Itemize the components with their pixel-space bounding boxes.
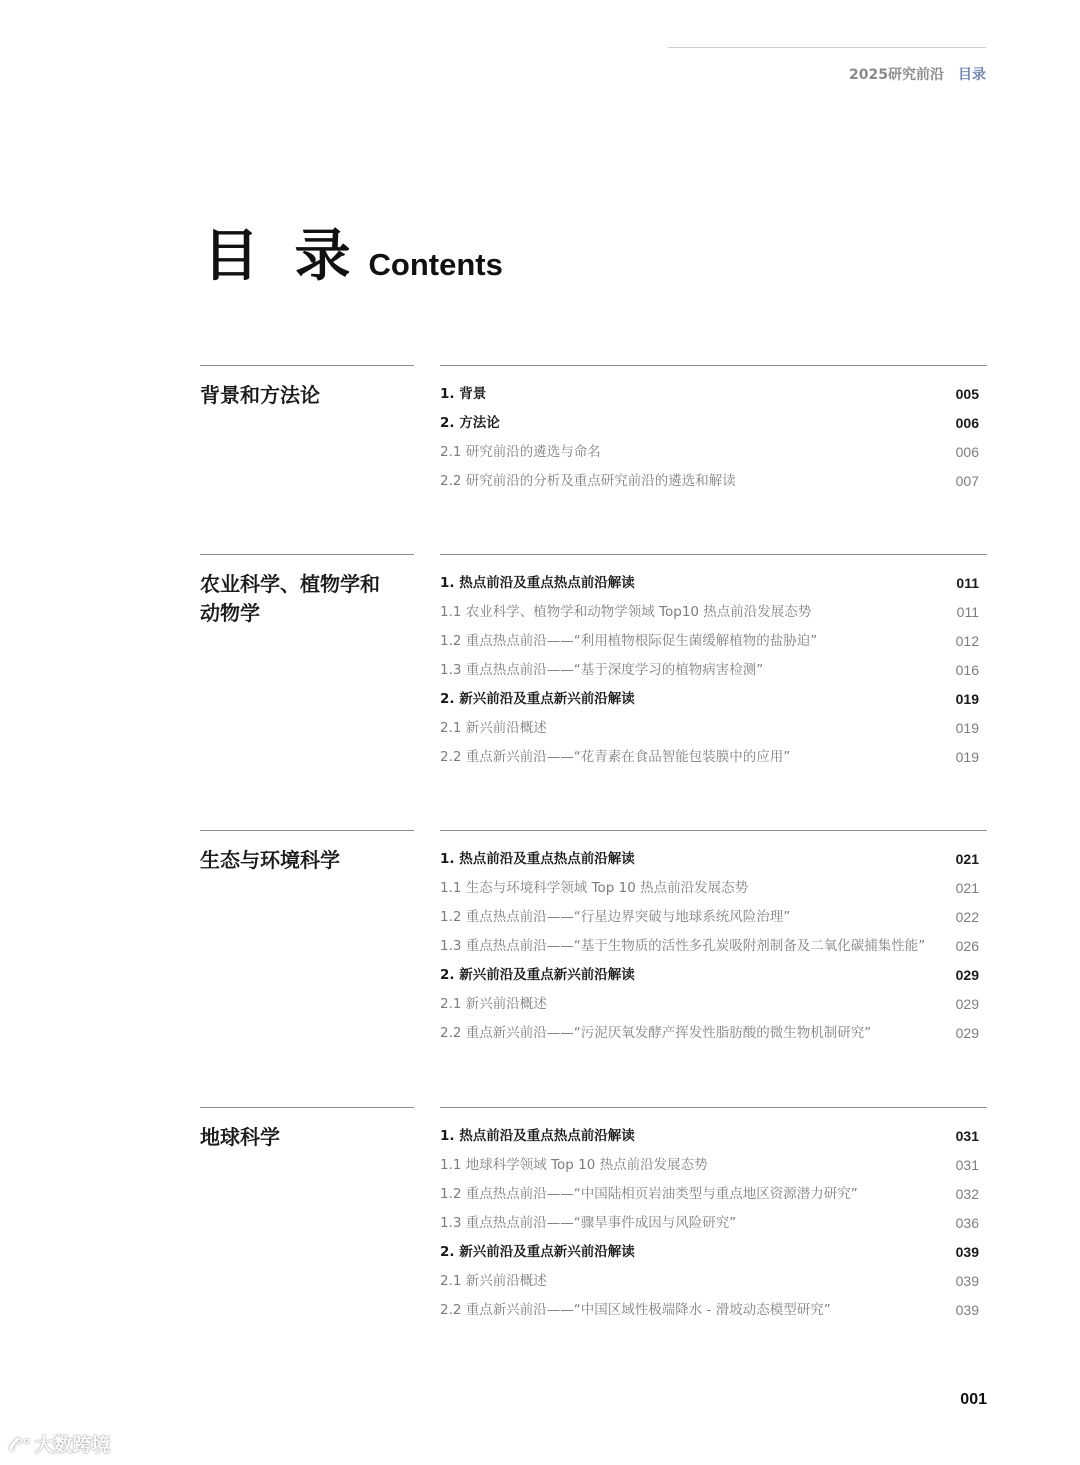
toc-entry-page: 039 (955, 1244, 979, 1260)
toc-entry[interactable] (440, 963, 979, 992)
toc-entry-page: 029 (955, 1025, 979, 1041)
toc-entry[interactable] (440, 1298, 979, 1327)
toc-entry[interactable] (440, 1124, 979, 1153)
toc-entry-title: 1.2 重点热点前沿——“行星边界突破与地球系统风险治理” (440, 909, 791, 925)
category-rule (200, 365, 414, 366)
watermark-logo-icon: 𝓁ᐤᐤ (9, 1434, 31, 1456)
list-rule (440, 1107, 987, 1108)
toc-entry-title: 1.2 重点热点前沿——“中国陆相页岩油类型与重点地区资源潜力研究” (440, 1186, 858, 1202)
toc-entry-title: 2. 新兴前沿及重点新兴前沿解读 (440, 967, 635, 983)
watermark-text: 大数跨境 (34, 1434, 111, 1456)
toc-entry-title: 2.2 研究前沿的分析及重点研究前沿的遴选和解读 (440, 473, 736, 489)
category-title: 生态与环境科学 (200, 848, 340, 872)
header-rule (668, 47, 986, 48)
toc-entry[interactable] (440, 905, 979, 934)
section-name: 目录 (958, 67, 986, 83)
toc-entry-title: 2.2 重点新兴前沿——“中国区域性极端降水 - 滑坡动态模型研究” (440, 1302, 831, 1318)
list-rule (440, 830, 987, 831)
watermark (9, 1430, 110, 1457)
toc-entry-page: 019 (955, 720, 979, 736)
toc-entry-title: 1. 热点前沿及重点热点前沿解读 (440, 851, 635, 867)
toc-entry-title: 1. 热点前沿及重点热点前沿解读 (440, 1128, 635, 1144)
page-title (203, 212, 503, 292)
toc-entry-page: 012 (955, 633, 979, 649)
toc-entry-title: 2. 方法论 (440, 415, 500, 431)
toc-entry-title: 1.3 重点热点前沿——“基于深度学习的植物病害检测” (440, 662, 764, 678)
toc-entry[interactable] (440, 992, 979, 1021)
title-chinese: 目 录 (203, 224, 359, 289)
toc-entry[interactable] (440, 1269, 979, 1298)
toc-entry-page: 036 (955, 1215, 979, 1231)
toc-entry-page: 021 (955, 880, 979, 896)
toc-entry-title: 2.1 新兴前沿概述 (440, 996, 547, 1012)
toc-entry-title: 1. 背景 (440, 386, 487, 402)
toc-entry[interactable] (440, 600, 979, 629)
toc-entry-title: 1.1 生态与环境科学领域 Top 10 热点前沿发展态势 (440, 880, 749, 896)
toc-entry[interactable] (440, 716, 979, 745)
list-rule (440, 365, 987, 366)
toc-entry-page: 039 (955, 1273, 979, 1289)
page-number: 001 (960, 1391, 987, 1408)
toc-entry-page: 007 (955, 473, 979, 489)
toc-entry-page: 021 (955, 851, 979, 867)
toc-entry-page: 011 (956, 575, 979, 591)
toc-entry-title: 1.1 地球科学领域 Top 10 热点前沿发展态势 (440, 1157, 708, 1173)
toc-entry-title: 2.2 重点新兴前沿——“污泥厌氧发酵产挥发性脂肪酸的微生物机制研究” (440, 1025, 872, 1041)
toc-entry-title: 1.2 重点热点前沿——“利用植物根际促生菌缓解植物的盐胁迫” (440, 633, 818, 649)
running-header (849, 64, 986, 84)
toc-entry[interactable] (440, 382, 979, 411)
toc-list (440, 1124, 979, 1327)
category-title: 地球科学 (200, 1125, 280, 1149)
toc-entry-page: 019 (955, 691, 979, 707)
toc-entry[interactable] (440, 687, 979, 716)
toc-entry[interactable] (440, 1021, 979, 1050)
category-rule (200, 830, 414, 831)
toc-entry[interactable] (440, 1211, 979, 1240)
toc-entry-page: 031 (955, 1157, 979, 1173)
toc-entry-title: 2. 新兴前沿及重点新兴前沿解读 (440, 1244, 635, 1260)
toc-entry-page: 006 (955, 415, 979, 431)
toc-entry[interactable] (440, 876, 979, 905)
toc-list (440, 571, 979, 774)
toc-entry[interactable] (440, 745, 979, 774)
report-name: 2025研究前沿 (849, 67, 944, 83)
toc-entry-page: 006 (955, 444, 979, 460)
category-title: 背景和方法论 (200, 383, 320, 407)
category-rule (200, 554, 414, 555)
toc-entry-page: 019 (955, 749, 979, 765)
toc-entry[interactable] (440, 1240, 979, 1269)
toc-entry-page: 016 (955, 662, 979, 678)
toc-entry-title: 2.2 重点新兴前沿——“花青素在食品智能包装膜中的应用” (440, 749, 791, 765)
toc-entry-title: 1.3 重点热点前沿——“骤旱事件成因与风险研究” (440, 1215, 737, 1231)
toc-entry[interactable] (440, 658, 979, 687)
toc-entry-page: 026 (955, 938, 979, 954)
category-rule (200, 1107, 414, 1108)
toc-entry-page: 031 (955, 1128, 979, 1144)
toc-entry[interactable] (440, 571, 979, 600)
title-english: Contents (368, 247, 503, 282)
toc-entry[interactable] (440, 469, 979, 498)
toc-entry-title: 2.1 研究前沿的遴选与命名 (440, 444, 601, 460)
toc-entry-title: 1. 热点前沿及重点热点前沿解读 (440, 575, 635, 591)
toc-entry-title: 1.1 农业科学、植物学和动物学领域 Top10 热点前沿发展态势 (440, 604, 812, 620)
toc-entry[interactable] (440, 934, 979, 963)
toc-list (440, 382, 979, 498)
toc-entry-page: 005 (955, 386, 979, 402)
toc-entry[interactable] (440, 847, 979, 876)
list-rule (440, 554, 987, 555)
toc-entry[interactable] (440, 411, 979, 440)
toc-entry[interactable] (440, 629, 979, 658)
toc-entry-title: 2.1 新兴前沿概述 (440, 1273, 547, 1289)
toc-entry-page: 032 (955, 1186, 979, 1202)
toc-entry-page: 029 (955, 996, 979, 1012)
toc-entry-page: 022 (955, 909, 979, 925)
toc-entry-title: 2.1 新兴前沿概述 (440, 720, 547, 736)
toc-entry[interactable] (440, 1153, 979, 1182)
toc-entry-page: 011 (956, 604, 979, 620)
toc-entry[interactable] (440, 1182, 979, 1211)
toc-entry-page: 029 (955, 967, 979, 983)
toc-entry-title: 1.3 重点热点前沿——“基于生物质的活性多孔炭吸附剂制备及二氧化碳捕集性能” (440, 938, 926, 954)
category-title: 农业科学、植物学和动物学 (200, 572, 380, 625)
toc-entry[interactable] (440, 440, 979, 469)
toc-entry-page: 039 (955, 1302, 979, 1318)
toc-list (440, 847, 979, 1050)
toc-entry-title: 2. 新兴前沿及重点新兴前沿解读 (440, 691, 635, 707)
